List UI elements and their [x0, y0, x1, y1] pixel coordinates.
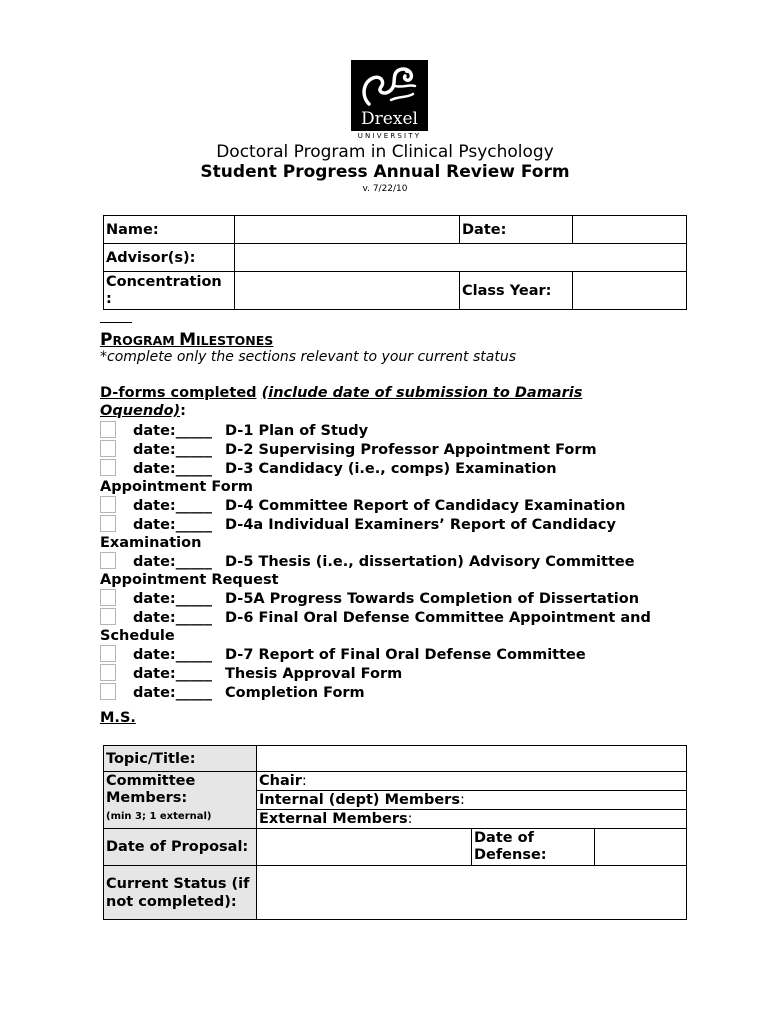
- dform-item: [100, 552, 680, 571]
- dform-label: D-5A Progress Towards Completion of Dissertation: [225, 591, 640, 607]
- advisors-label: Advisor(s):: [104, 244, 235, 272]
- dform-label: Completion Form: [225, 685, 365, 701]
- dform-label-continuation: Appointment Form: [100, 479, 253, 495]
- dform-label: D-1 Plan of Study: [225, 423, 369, 439]
- dform-label: D-6 Final Oral Defense Committee Appointment and: [225, 610, 651, 626]
- dform-checkbox[interactable]: [100, 683, 116, 700]
- date-defense-cell: [472, 829, 687, 866]
- section-title: PROGRAM MILESTONES: [100, 330, 274, 350]
- student-info-table: [103, 215, 687, 310]
- dform-item: [100, 645, 680, 664]
- dform-checkbox[interactable]: [100, 552, 116, 569]
- section-rule: [100, 322, 132, 323]
- form-version: v. 7/22/10: [362, 184, 408, 194]
- dform-label: D-3 Candidacy (i.e., comps) Examination: [225, 461, 557, 477]
- drexel-logo: [351, 60, 428, 131]
- dform-checkbox[interactable]: [100, 421, 116, 438]
- dform-item: [100, 459, 680, 478]
- dform-checkbox[interactable]: [100, 608, 116, 625]
- class-year-field[interactable]: [573, 272, 687, 310]
- dform-label-continuation: Schedule: [100, 628, 175, 644]
- chair-field[interactable]: Chair:: [257, 772, 687, 791]
- dform-date[interactable]: date:_____: [133, 423, 212, 439]
- form-title: Student Progress Annual Review Form: [200, 162, 570, 182]
- advisors-field[interactable]: [235, 244, 687, 272]
- date-label: Date:: [460, 216, 573, 244]
- dform-checkbox[interactable]: [100, 459, 116, 476]
- concentration-field[interactable]: [235, 272, 460, 310]
- dform-date[interactable]: date:_____: [133, 685, 212, 701]
- concentration-label: Concentration :: [104, 272, 235, 310]
- section-note: *complete only the sections relevant to your current status: [100, 349, 517, 365]
- date-defense-label: Date of Defense:: [472, 829, 595, 865]
- dform-label: D-7 Report of Final Oral Defense Committee: [225, 647, 586, 663]
- dform-label-continuation: Examination: [100, 535, 202, 551]
- date-proposal-field[interactable]: [257, 829, 472, 866]
- dform-item: [100, 440, 680, 459]
- dform-label: D-5 Thesis (i.e., dissertation) Advisory Committee: [225, 554, 635, 570]
- ms-table: [103, 745, 687, 920]
- dform-item: [100, 496, 680, 515]
- status-field[interactable]: [257, 866, 687, 920]
- dform-item: [100, 421, 680, 440]
- topic-label: Topic/Title:: [104, 746, 257, 772]
- ms-heading: M.S.: [100, 710, 136, 726]
- dform-label-continuation: Appointment Request: [100, 572, 279, 588]
- internal-members-field[interactable]: Internal (dept) Members:: [257, 791, 687, 810]
- logo-subtitle: UNIVERSITY: [357, 132, 422, 140]
- dform-item: [100, 608, 680, 627]
- dform-label: D-2 Supervising Professor Appointment Form: [225, 442, 597, 458]
- topic-field[interactable]: [257, 746, 687, 772]
- class-year-label: Class Year:: [460, 272, 573, 310]
- name-label: Name:: [104, 216, 235, 244]
- dform-date[interactable]: date:_____: [133, 461, 212, 477]
- dform-date[interactable]: date:_____: [133, 517, 212, 533]
- date-defense-field[interactable]: [595, 829, 686, 865]
- dform-label: D-4 Committee Report of Candidacy Examination: [225, 498, 626, 514]
- dform-item: [100, 589, 680, 608]
- logo-wordmark: Drexel: [361, 109, 418, 129]
- dform-checkbox[interactable]: [100, 515, 116, 532]
- dragon-icon: [351, 60, 428, 110]
- dform-item: [100, 515, 680, 534]
- dform-checkbox[interactable]: [100, 645, 116, 662]
- dform-checkbox[interactable]: [100, 496, 116, 513]
- name-field[interactable]: [235, 216, 460, 244]
- dform-checkbox[interactable]: [100, 664, 116, 681]
- dform-label: D-4a Individual Examiners’ Report of Candidacy: [225, 517, 616, 533]
- dform-date[interactable]: date:_____: [133, 442, 212, 458]
- dform-date[interactable]: date:_____: [133, 647, 212, 663]
- dform-date[interactable]: date:_____: [133, 498, 212, 514]
- dform-date[interactable]: date:_____: [133, 591, 212, 607]
- dform-checkbox[interactable]: [100, 589, 116, 606]
- dform-date[interactable]: date:_____: [133, 610, 212, 626]
- program-name: Doctoral Program in Clinical Psychology: [216, 142, 554, 162]
- dform-item: [100, 683, 680, 702]
- dform-date[interactable]: date:_____: [133, 666, 212, 682]
- external-members-field[interactable]: External Members:: [257, 810, 687, 829]
- committee-label: Committee Members: (min 3; 1 external): [104, 772, 257, 829]
- dform-item: [100, 664, 680, 683]
- dform-label: Thesis Approval Form: [225, 666, 403, 682]
- status-label: Current Status (if not completed):: [104, 866, 257, 920]
- dform-checkbox[interactable]: [100, 440, 116, 457]
- dform-date[interactable]: date:_____: [133, 554, 212, 570]
- date-field[interactable]: [573, 216, 687, 244]
- date-proposal-label: Date of Proposal:: [104, 829, 257, 866]
- dforms-heading: D-forms completed (include date of submission to Damaris Oquendo):: [100, 385, 583, 419]
- dforms-list: [100, 421, 680, 702]
